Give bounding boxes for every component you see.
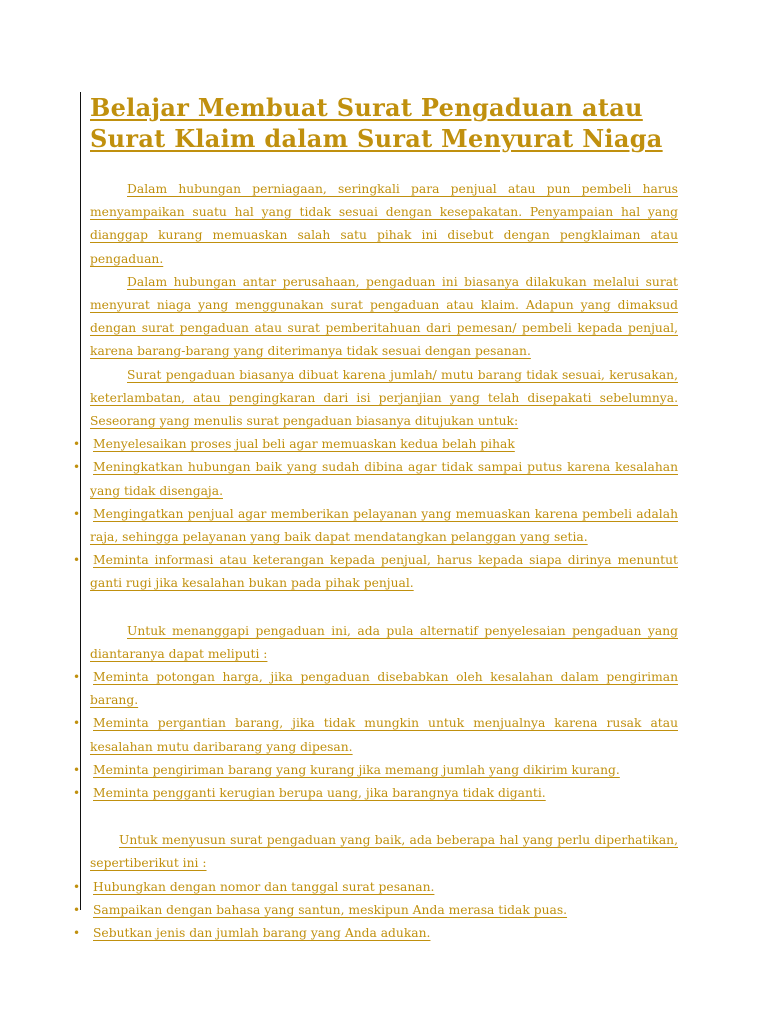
bullet-icon: •	[73, 670, 81, 685]
list-item	[73, 503, 678, 549]
list-item-text: Meningkatkan hubungan baik yang sudah dibina agar tidak sampai putus karena kesalahan yang tidak disengaja.	[90, 460, 678, 498]
list-item-text: Mengingatkan penjual agar memberikan pelayanan yang memuaskan karena pembeli adalah raja, sehingga pelayanan yang baik dapat mendatangkan pelanggan yang setia.	[90, 506, 678, 545]
bullet-icon: •	[73, 762, 81, 777]
list-item-text: Meminta pengiriman barang yang kurang jika memang jumlah yang dikirim kurang.	[93, 762, 620, 777]
list-item	[73, 456, 678, 502]
bullet-icon: •	[73, 506, 81, 521]
paragraph-intro-2: Dalam hubungan antar perusahaan, pengaduan ini biasanya dilakukan melalui surat menyurat niaga yang menggunakan surat pengaduan atau klaim. Adapun yang dimaksud dengan surat pengaduan atau surat pemberitahuan dari pemesan/ pembeli kepada penjual, karena barang-barang yang diterimanya tidak sesuai dengan pesanan.	[90, 274, 678, 359]
list-item	[73, 782, 678, 805]
left-margin-line	[80, 92, 81, 910]
purpose-list	[73, 433, 678, 595]
tips-list	[73, 876, 678, 946]
document-page	[73, 92, 678, 945]
document-title: Belajar Membuat Surat Pengaduan atau Surat Klaim dalam Surat Menyurat Niaga	[90, 93, 663, 153]
list-item-text: Meminta pergantian barang, jika tidak mungkin untuk menjualnya karena rusak atau kesalahan mutu daribarang yang dipesan.	[90, 716, 678, 754]
bullet-icon: •	[73, 460, 81, 475]
bullet-icon: •	[73, 926, 81, 941]
paragraph-compose: Untuk menyusun surat pengaduan yang baik, ada beberapa hal yang perlu diperhatikan, sepertiberikut ini :	[90, 833, 678, 871]
bullet-icon: •	[73, 716, 81, 731]
bullet-icon: •	[73, 553, 81, 568]
list-item	[73, 433, 678, 456]
paragraph-intro-3: Surat pengaduan biasanya dibuat karena jumlah/ mutu barang tidak sesuai, kerusakan, keterlambatan, atau pengingkaran dari isi perjanjian yang telah disepakati sebelumnya. Seseorang yang menulis surat pengaduan biasanya ditujukan untuk:	[90, 367, 678, 429]
list-item-text: Menyelesaikan proses jual beli agar memuaskan kedua belah pihak	[93, 437, 515, 452]
spacer	[90, 805, 678, 829]
list-item	[73, 922, 678, 945]
list-item	[73, 876, 678, 899]
list-item	[73, 899, 678, 922]
list-item-text: Hubungkan dengan nomor dan tanggal surat pesanan.	[93, 879, 435, 894]
bullet-icon: •	[73, 786, 81, 801]
list-item-text: Sampaikan dengan bahasa yang santun, meskipun Anda merasa tidak puas.	[93, 902, 568, 917]
list-item-text: Meminta informasi atau keterangan kepada penjual, harus kepada siapa dirinya menuntut ganti rugi jika kesalahan bukan pada pihak penjual.	[90, 553, 678, 591]
bullet-icon: •	[73, 879, 81, 894]
list-item-text: Meminta pengganti kerugian berupa uang, jika barangnya tidak diganti.	[93, 786, 546, 801]
paragraph-response: Untuk menanggapi pengaduan ini, ada pula alternatif penyelesaian pengaduan yang diantaranya dapat meliputi :	[90, 623, 678, 661]
list-item	[73, 759, 678, 782]
list-item	[73, 712, 678, 758]
list-item-text: Meminta potongan harga, jika pengaduan disebabkan oleh kesalahan dalam pengiriman barang.	[90, 670, 678, 708]
resolution-list	[73, 666, 678, 805]
paragraph-intro-1: Dalam hubungan perniagaan, seringkali para penjual atau pun pembeli harus menyampaikan suatu hal yang tidak sesuai dengan kesepakatan. Penyampaian hal yang dianggap kurang memuaskan salah satu pihak ini disebut dengan pengklaiman atau pengaduan.	[90, 182, 678, 266]
spacer	[90, 596, 678, 620]
bullet-icon: •	[73, 902, 81, 917]
bullet-icon: •	[73, 437, 81, 452]
list-item-text: Sebutkan jenis dan jumlah barang yang Anda adukan.	[93, 926, 431, 941]
list-item	[73, 549, 678, 595]
list-item	[73, 666, 678, 712]
